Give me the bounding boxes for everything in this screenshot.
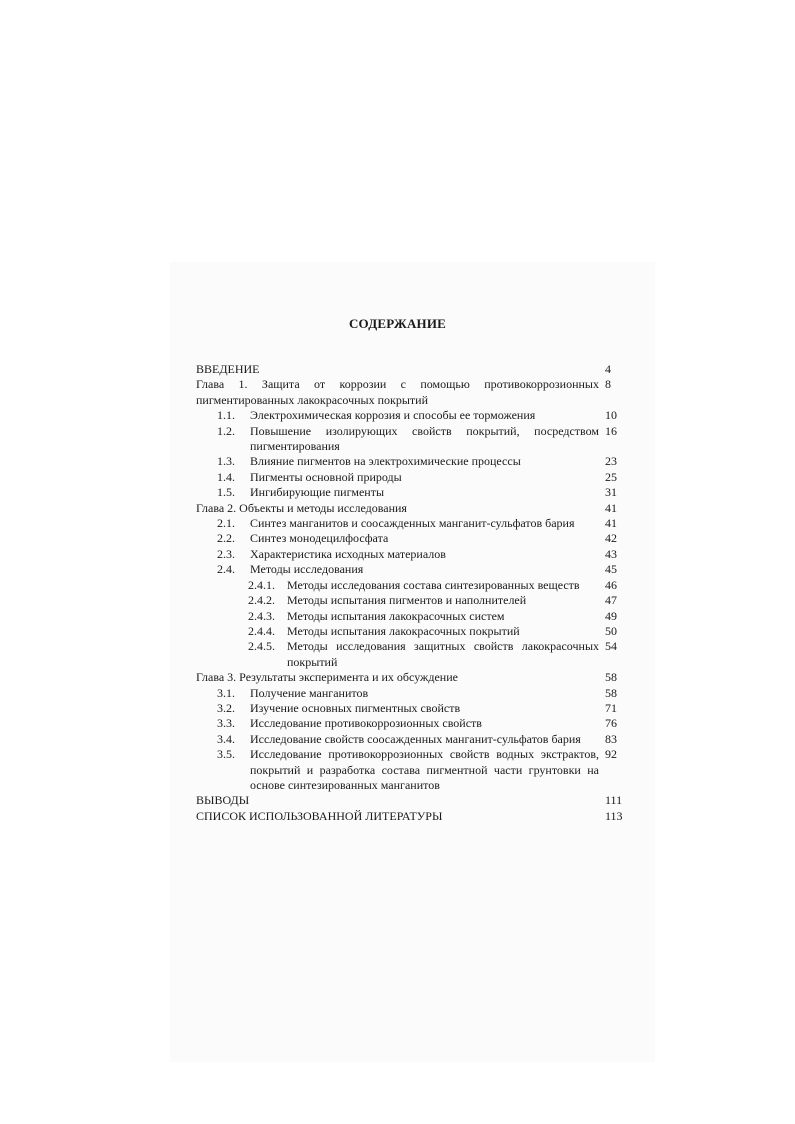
toc-entry-title: Методы исследования состава синтезированных веществ [287, 577, 580, 592]
toc-entry-page: 41 [605, 500, 617, 515]
toc-entry-page: 4 [605, 362, 611, 376]
toc-entry-title: Электрохимическая коррозия и способы ее торможения [250, 408, 536, 423]
toc-entry-title: Ингибирующие пигменты [250, 485, 385, 500]
toc-entry[interactable] [196, 454, 627, 469]
toc-entry-number: 2.4.5. [248, 639, 275, 654]
toc-entry[interactable] [196, 701, 627, 716]
toc-entry[interactable] [196, 362, 627, 377]
toc-entry-page: 58 [605, 670, 617, 685]
toc-entry[interactable] [196, 516, 627, 531]
toc-entry-page: 92 [605, 747, 617, 762]
toc-entry[interactable] [196, 670, 627, 685]
toc-entry[interactable] [196, 470, 627, 485]
toc-entry-number: 3.2. [217, 700, 235, 715]
toc-entry-number: 2.4.2. [248, 593, 275, 608]
toc-entry-page: 41 [605, 516, 617, 531]
toc-entry-title: Повышение изолирующих свойств покрытий, посредством пигментирования [250, 423, 599, 454]
toc-entry[interactable] [196, 485, 627, 500]
toc-entry[interactable] [196, 501, 627, 516]
toc-entry-number: 2.1. [217, 516, 235, 531]
toc-entry-number: 1.2. [217, 423, 235, 438]
toc-entry[interactable] [196, 716, 627, 731]
toc-entry-page: 54 [605, 639, 617, 654]
toc-entry[interactable] [196, 547, 627, 562]
toc-entry-title: ВЫВОДЫ [196, 793, 250, 808]
toc-entry[interactable] [196, 377, 627, 408]
toc-entry-title: Методы испытания лакокрасочных покрытий [287, 623, 520, 638]
toc-entry-page: 25 [605, 469, 617, 484]
toc-entry-page: 31 [605, 485, 617, 500]
toc-entry-title: Исследование противокоррозионных свойств водных экстрактов, покрытий и разработка состава пигментной части грунтовки на основе синтезированных манганитов [250, 747, 599, 792]
toc-entry[interactable] [196, 408, 627, 423]
toc-entry-title: Глава 3. Результаты эксперимента и их обсуждение [196, 670, 458, 685]
toc-entry[interactable] [196, 686, 627, 701]
toc-entry[interactable] [196, 562, 627, 577]
toc-entry-title: Методы исследования [250, 562, 364, 577]
toc-entry-page: 49 [605, 608, 617, 623]
toc-entry-number: 2.2. [217, 531, 235, 546]
toc-entry[interactable] [196, 424, 627, 455]
toc-entry-page: 58 [605, 685, 617, 700]
toc-entry[interactable] [196, 793, 627, 808]
toc-entry-page: 16 [605, 423, 617, 438]
toc-entry[interactable] [196, 747, 627, 793]
toc-entry-title: Методы испытания пигментов и наполнителей [287, 593, 527, 608]
toc-entry-title: Пигменты основной природы [250, 469, 402, 484]
toc-entry[interactable] [196, 593, 627, 608]
toc-entry-title: Синтез монодецилфосфата [250, 531, 389, 546]
toc-entry-page: 47 [605, 593, 617, 608]
toc-entry-title: Изучение основных пигментных свойств [250, 700, 461, 715]
toc-entry-number: 2.4.3. [248, 608, 275, 623]
toc-entry-page: 83 [605, 731, 617, 746]
toc-entry-title: Глава 2. Объекты и методы исследования [196, 500, 407, 515]
toc-entry-page: 43 [605, 546, 617, 561]
toc-entry-page: 71 [605, 700, 617, 715]
toc-entry-title: Методы исследования защитных свойств лакокрасочных покрытий [287, 639, 599, 669]
toc-entry[interactable] [196, 531, 627, 546]
toc-entry-title: Исследование противокоррозионных свойств [250, 716, 482, 731]
toc-entry-number: 3.1. [217, 685, 235, 700]
toc-entry-number: 2.4.1. [248, 577, 275, 592]
toc-entry[interactable] [196, 809, 627, 824]
toc-entry-title: Исследование свойств соосажденных манганит-сульфатов бария [250, 731, 581, 746]
toc-entry-page: 46 [605, 577, 617, 592]
toc-entry-number: 1.5. [217, 485, 235, 500]
toc-entry-page: 8 [605, 377, 611, 392]
toc-entry-number: 1.3. [217, 454, 235, 469]
toc-entry-title: Влияние пигментов на электрохимические процессы [250, 454, 521, 469]
toc-entry-number: 2.4. [217, 562, 235, 577]
toc-entry-title: Синтез манганитов и соосажденных манганит-сульфатов бария [250, 516, 575, 531]
toc-entry-page: 10 [605, 408, 617, 423]
toc-entry[interactable] [196, 732, 627, 747]
toc-entry[interactable] [196, 578, 627, 593]
toc-entry-number: 3.4. [217, 731, 235, 746]
toc-entry-title: Характеристика исходных материалов [250, 546, 446, 561]
toc-entry[interactable] [196, 639, 627, 670]
toc-entry-number: 2.3. [217, 546, 235, 561]
toc-entry-title: ВВЕДЕНИЕ [196, 362, 260, 376]
toc-entry-number: 2.4.4. [248, 623, 275, 638]
toc-entry-title: СПИСОК ИСПОЛЬЗОВАННОЙ ЛИТЕРАТУРЫ [196, 808, 443, 823]
toc-entry-page: 111 [605, 793, 623, 808]
toc-entry[interactable] [196, 624, 627, 639]
toc-entry-title: Получение манганитов [250, 685, 369, 700]
toc-entry-page: 76 [605, 716, 617, 731]
toc-entry-number: 1.4. [217, 469, 235, 484]
toc-entry-title: Глава 1. Защита от коррозии с помощью противокоррозионных пигментированных лакокрасочных покрытий [196, 377, 599, 407]
toc-entry-page: 23 [605, 454, 617, 469]
toc-entry-page: 113 [605, 808, 623, 823]
toc-entry-number: 3.5. [217, 747, 235, 762]
toc-entry[interactable] [196, 609, 627, 624]
toc-entry-number: 1.1. [217, 408, 235, 423]
toc-entry-page: 50 [605, 623, 617, 638]
toc-entry-number: 3.3. [217, 716, 235, 731]
toc-entry-title: Методы испытания лакокрасочных систем [287, 608, 505, 623]
toc-entry-page: 45 [605, 562, 617, 577]
table-of-contents [196, 362, 627, 824]
page-title: СОДЕРЖАНИЕ [348, 316, 447, 331]
toc-entry-page: 42 [605, 531, 617, 546]
